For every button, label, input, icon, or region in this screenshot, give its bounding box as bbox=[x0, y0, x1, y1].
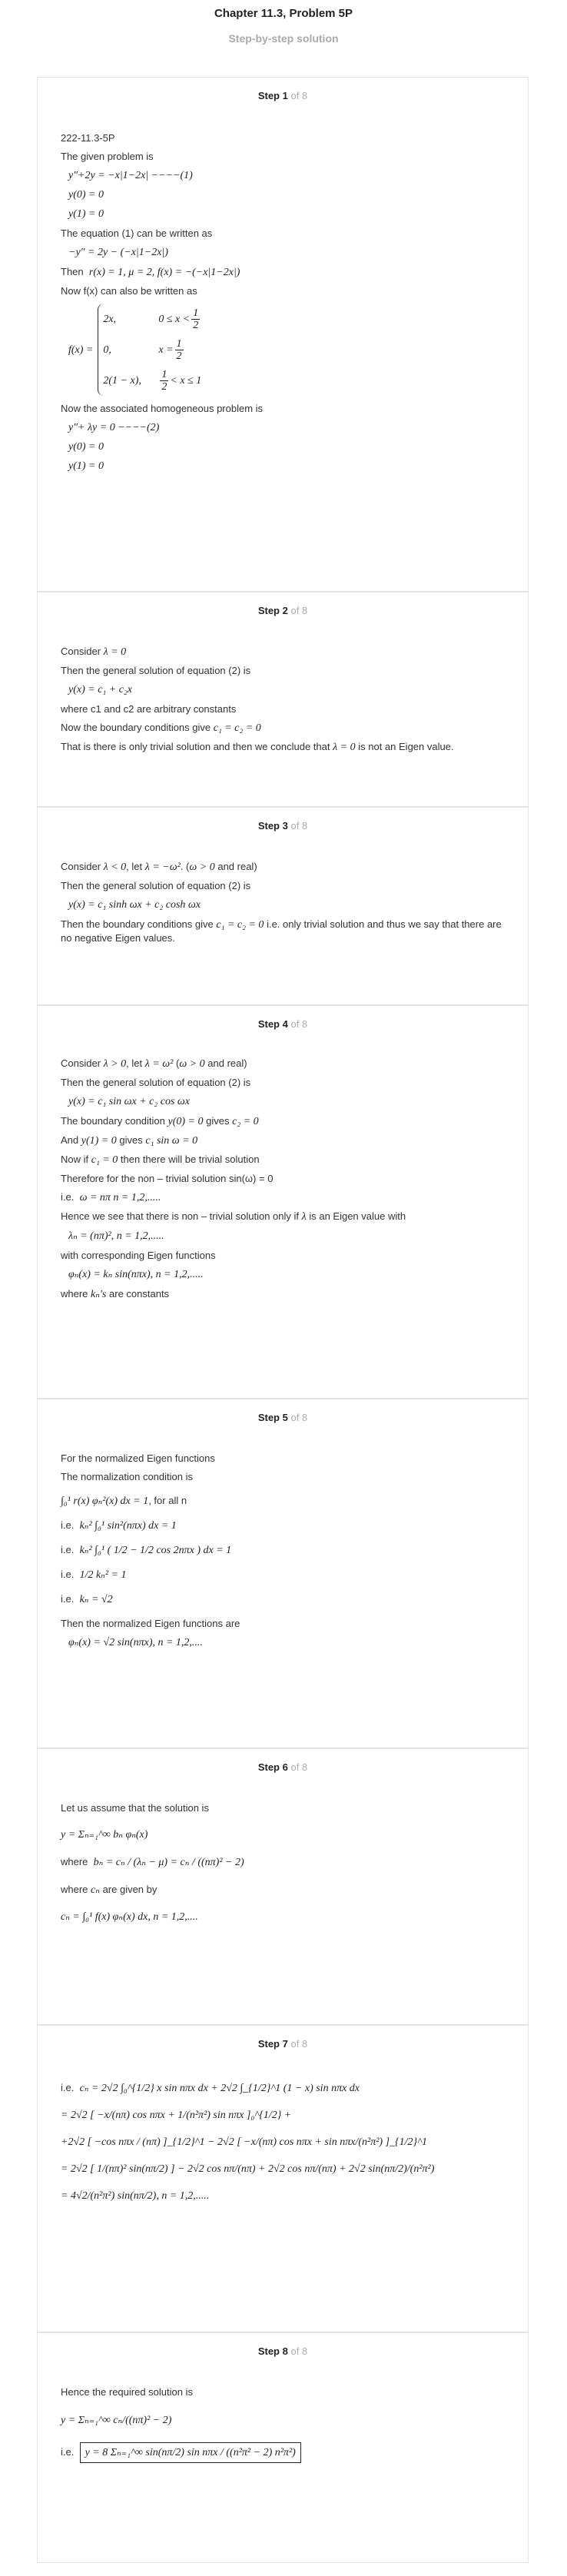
step-heading: Step 3 of 8 bbox=[257, 820, 308, 832]
text-line: Consider λ = 0 bbox=[61, 646, 127, 658]
text-line: And y(1) = 0 gives c₁ sin ω = 0 bbox=[61, 1134, 198, 1147]
text-line: The normalization condition is bbox=[61, 1471, 193, 1482]
text-line: For the normalized Eigen functions bbox=[61, 1452, 215, 1464]
text-line: i.e. ω = nπ n = 1,2,..... bbox=[61, 1191, 161, 1203]
equation: y(x) = c₁ + c₂x bbox=[68, 684, 133, 695]
equation: y(x) = c₁ sin ωx + c₂ cos ωx bbox=[68, 1096, 191, 1107]
equation: λₙ = (nπ)², n = 1,2,..... bbox=[68, 1230, 164, 1242]
equation: y(1) = 0 bbox=[68, 208, 104, 220]
page-subtitle: Step-by-step solution bbox=[228, 32, 339, 45]
equation: y(0) = 0 bbox=[68, 189, 104, 201]
page-title: Chapter 11.3, Problem 5P bbox=[214, 7, 353, 20]
text-line: Therefore for the non – trivial solution sin(ω) = 0 bbox=[61, 1173, 274, 1184]
text-line: Now the boundary conditions give c₁ = c₂ = 0 bbox=[61, 722, 261, 734]
equation: i.e. cₙ = 2√2 ∫₀^{1/2} x sin nπx dx + 2√2 ∫_{1/2}^1 (1 − x) sin nπx dx bbox=[61, 2082, 360, 2094]
text-line: Now the associated homogeneous problem is bbox=[61, 403, 264, 414]
equation: +2√2 [ −cos nπx / (nπ) ]_{1/2}^1 − 2√2 [ −x/(nπ) cos nπx + sin nπx/(n²π²) ]_{1/2}^1 bbox=[61, 2136, 428, 2148]
equation: y(x) = c₁ sinh ωx + c₂ cosh ωx bbox=[68, 899, 201, 911]
piecewise-equation: f(x) = 2x, 0 ≤ x < $\frac{1}{2}$ 0, x = $\frac{1}{2}$ 2(1 − x), $\frac{1}{2}$ < x ≤ 1 bbox=[68, 304, 506, 396]
text-line: where c1 and c2 are arbitrary constants bbox=[61, 703, 237, 715]
step-card-5 bbox=[37, 1399, 529, 1748]
step-card-2 bbox=[37, 592, 529, 807]
equation: i.e. kₙ = √2 bbox=[61, 1593, 113, 1605]
equation: y(0) = 0 bbox=[68, 441, 104, 453]
equation: ∫₀¹ r(x) φₙ²(x) dx = 1, for all n bbox=[61, 1495, 187, 1507]
equation: cₙ = ∫₀¹ f(x) φₙ(x) dx, n = 1,2,.... bbox=[61, 1911, 198, 1923]
equation: y = Σₙ₌₁^∞ cₙ/((nπ)² − 2) bbox=[61, 2415, 172, 2426]
text-line: with corresponding Eigen functions bbox=[61, 1250, 216, 1261]
equation: −y″ = 2y − (−x|1−2x|) bbox=[68, 247, 168, 258]
text-line: Then the general solution of equation (2) is bbox=[61, 880, 251, 891]
text-line: That is there is only trivial solution and then we conclude that λ = 0 is not an Eigen value. bbox=[61, 741, 454, 753]
text-line: The equation (1) can be written as bbox=[61, 227, 213, 239]
equation: = 4√2/(n²π²) sin(nπ/2), n = 1,2,..... bbox=[61, 2190, 210, 2202]
text-line: Then the normalized Eigen functions are bbox=[61, 1618, 240, 1629]
step-heading: Step 8 of 8 bbox=[257, 2345, 308, 2357]
step-heading: Step 5 of 8 bbox=[257, 1412, 308, 1423]
equation: y = Σₙ₌₁^∞ bₙ φₙ(x) bbox=[61, 1829, 148, 1841]
text-line: where kₙ's are constants bbox=[61, 1288, 170, 1300]
step-card-7 bbox=[37, 2025, 529, 2332]
text-line: Then the boundary conditions give c₁ = c₂ = 0 i.e. only trivial solution and thus we say that there are no negative Eigen values. bbox=[61, 918, 502, 944]
text-line: where cₙ are given by bbox=[61, 1884, 158, 1896]
step-heading: Step 1 of 8 bbox=[257, 90, 308, 101]
page-header bbox=[0, 0, 567, 46]
text-line: The boundary condition y(0) = 0 gives c₂ = 0 bbox=[61, 1115, 259, 1127]
equation: y(1) = 0 bbox=[68, 460, 104, 472]
step-heading: Step 7 of 8 bbox=[257, 2038, 308, 2050]
text-line: The given problem is bbox=[61, 151, 154, 162]
equation: φₙ(x) = √2 sin(nπx), n = 1,2,.... bbox=[68, 1637, 203, 1648]
text-line: Hence we see that there is non – trivial solution only if λ is an Eigen value with bbox=[61, 1210, 406, 1223]
equation: y″+ λy = 0 −−−−(2) bbox=[68, 422, 160, 433]
step-heading: Step 6 of 8 bbox=[257, 1761, 308, 1773]
final-answer: i.e. y = 8 Σₙ₌₁^∞ sin(nπ/2) sin nπx / ((n²π² − 2) n²π²) bbox=[61, 2442, 506, 2463]
equation: y″+2y = −x|1−2x| −−−−(1) bbox=[68, 170, 193, 181]
text-line: Then the general solution of equation (2) is bbox=[61, 665, 251, 676]
equation: = 2√2 [ −x/(nπ) cos nπx + 1/(n²π²) sin nπx ]₀^{1/2} + bbox=[61, 2110, 292, 2121]
text-line: Let us assume that the solution is bbox=[61, 1802, 209, 1814]
text-line: Consider λ < 0, let λ = −ω². (ω > 0 and real) bbox=[61, 861, 257, 873]
problem-code: 222-11.3-5P bbox=[61, 132, 115, 144]
step-card-6 bbox=[37, 1748, 529, 2025]
step-card-4 bbox=[37, 1005, 529, 1399]
equation: where bₙ = cₙ / (λₙ − μ) = cₙ / ((nπ)² − 2) bbox=[61, 1856, 244, 1868]
text-line: Now f(x) can also be written as bbox=[61, 285, 197, 297]
step-heading: Step 2 of 8 bbox=[257, 605, 308, 616]
step-card-3 bbox=[37, 807, 529, 1005]
equation: = 2√2 [ 1/(nπ)² sin(nπ/2) ] − 2√2 cos nπ/(nπ) + 2√2 cos nπ/(nπ) + 2√2 sin(nπ/2)/(n²π²) bbox=[61, 2163, 435, 2175]
equation: i.e. kₙ² ∫₀¹ sin²(nπx) dx = 1 bbox=[61, 1519, 177, 1532]
text-line: Then the general solution of equation (2) is bbox=[61, 1077, 251, 1088]
equation: φₙ(x) = kₙ sin(nπx), n = 1,2,..... bbox=[68, 1269, 204, 1280]
step-card-8 bbox=[37, 2332, 529, 2563]
step-card-1 bbox=[37, 77, 529, 592]
equation: i.e. 1/2 kₙ² = 1 bbox=[61, 1569, 127, 1581]
text-line: Now if c₁ = 0 then there will be trivial solution bbox=[61, 1154, 260, 1166]
equation: i.e. kₙ² ∫₀¹ ( 1/2 − 1/2 cos 2nπx ) dx = 1 bbox=[61, 1544, 232, 1556]
text-line: Consider λ > 0, let λ = ω² (ω > 0 and real) bbox=[61, 1057, 247, 1070]
step-heading: Step 4 of 8 bbox=[257, 1018, 308, 1030]
text-line: Then r(x) = 1, μ = 2, f(x) = −(−x|1−2x|) bbox=[61, 266, 240, 278]
text-line: Hence the required solution is bbox=[61, 2386, 193, 2398]
